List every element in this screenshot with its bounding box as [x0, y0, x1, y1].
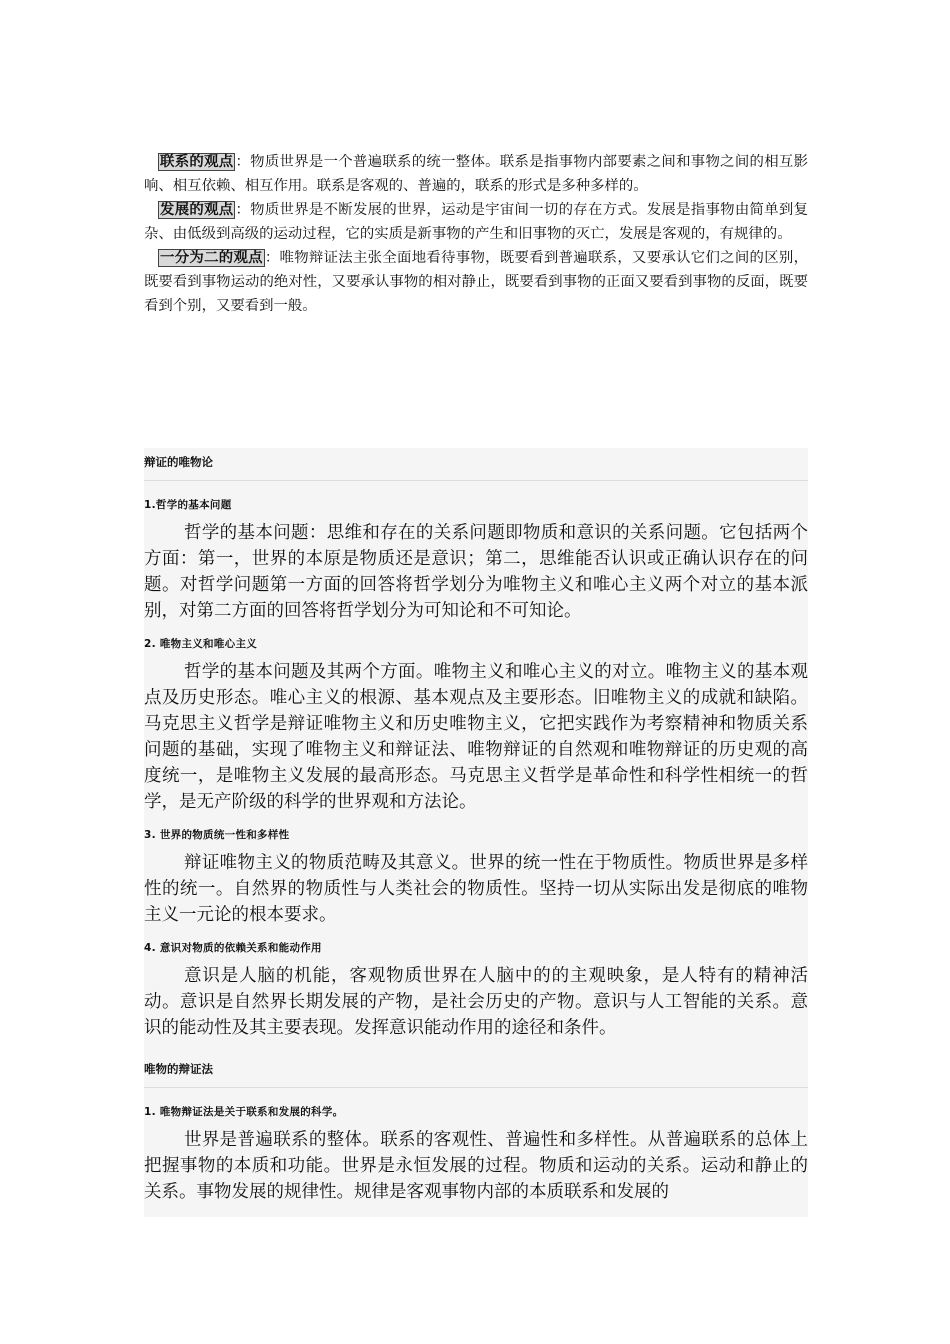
section-title: 唯物的辩证法 — [144, 1055, 808, 1088]
subheading: 1. 唯物辩证法是关于联系和发展的科学。 — [144, 1106, 344, 1118]
body-paragraph: 意识是人脑的机能，客观物质世界在人脑中的的主观映象，是人特有的精神活动。意识是自然界长期发展的产物，是社会历史的产物。意识与人工智能的关系。意识的能动性及其主要表现。发挥意识能动作用的途径和条件。 — [144, 966, 808, 1038]
subheading: 4. 意识对物质的依赖关系和能动作用 — [144, 942, 322, 954]
highlight-label: 一分为二的观点 — [160, 250, 263, 266]
intro-paragraph-dialectic — [144, 246, 808, 318]
subheading: 1.哲学的基本问题 — [144, 499, 232, 511]
body-paragraph: 辩证唯物主义的物质范畴及其意义。世界的统一性在于物质性。物质世界是多样性的统一。自然界的物质性与人类社会的物质性。坚持一切从实际出发是彻底的唯物主义一元论的根本要求。 — [144, 853, 808, 925]
paragraph-text: ：物质世界是不断发展的世界，运动是宇宙间一切的存在方式。发展是指事物由简单到复杂、由低级到高级的运动过程，它的实质是新事物的产生和旧事物的灭亡，发展是客观的，有规律的。 — [144, 202, 808, 242]
subheading: 2. 唯物主义和唯心主义 — [144, 638, 258, 650]
section-title: 辩证的唯物论 — [144, 448, 808, 481]
intro-paragraph-development — [144, 198, 808, 246]
body-paragraph: 世界是普遍联系的整体。联系的客观性、普遍性和多样性。从普遍联系的总体上把握事物的本质和功能。世界是永恒发展的过程。物质和运动的关系。运动和静止的关系。事物发展的规律性。规律是客观事物内部的本质联系和发展的 — [144, 1130, 808, 1202]
paragraph-text: ：唯物辩证法主张全面地看待事物，既要看到普遍联系，又要承认它们之间的区别，既要看到事物运动的绝对性，又要承认事物的相对静止，既要看到事物的正面又要看到事物的反面，既要看到个别，又要看到一般。 — [144, 250, 808, 314]
web-content — [144, 448, 808, 1217]
intro-paragraph-connection — [144, 150, 808, 198]
subheading: 3. 世界的物质统一性和多样性 — [144, 829, 290, 841]
highlight-label: 发展的观点 — [160, 202, 234, 218]
highlight-label: 联系的观点 — [160, 154, 234, 170]
body-paragraph: 哲学的基本问题及其两个方面。唯物主义和唯心主义的对立。唯物主义的基本观点及历史形态。唯心主义的根源、基本观点及主要形态。旧唯物主义的成就和缺陷。马克思主义哲学是辩证唯物主义和历史唯物主义，它把实践作为考察精神和物质关系问题的基础，实现了唯物主义和辩证法、唯物辩证的自然观和唯物辩证的历史观的高度统一，是唯物主义发展的最高形态。马克思主义哲学是革命性和科学性相统一的哲学，是无产阶级的科学的世界观和方法论。 — [144, 662, 808, 812]
paragraph-text: ：物质世界是一个普遍联系的统一整体。联系是指事物内部要素之间和事物之间的相互影响、相互依赖、相互作用。联系是客观的、普遍的，联系的形式是多种多样的。 — [144, 154, 808, 194]
intro-block — [144, 150, 808, 318]
body-paragraph: 哲学的基本问题：思维和存在的关系问题即物质和意识的关系问题。它包括两个方面：第一，世界的本原是物质还是意识；第二，思维能否认识或正确认识存在的问题。对哲学问题第一方面的回答将哲学划分为唯物主义和唯心主义两个对立的基本派别，对第二方面的回答将哲学划分为可知论和不可知论。 — [144, 523, 808, 621]
